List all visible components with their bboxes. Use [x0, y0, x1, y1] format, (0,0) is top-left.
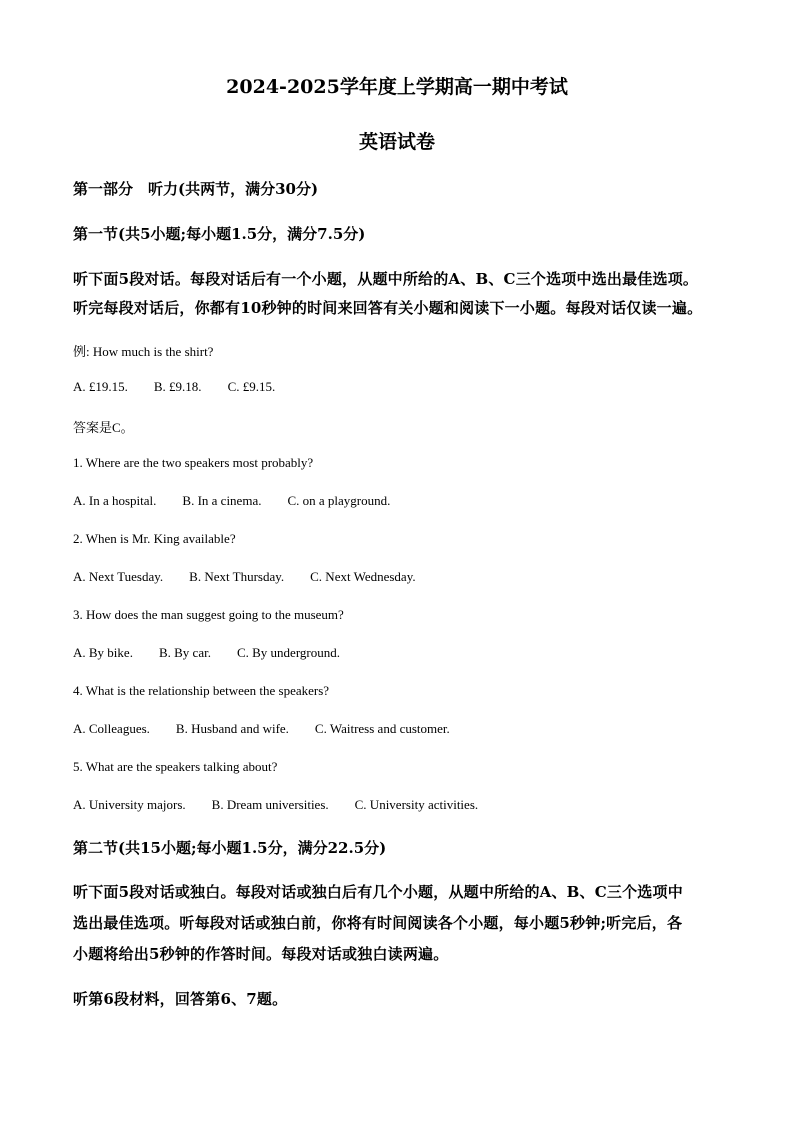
part1-heading: 第一部分 听力(共两节，满分30分): [73, 180, 319, 198]
question-4-options: [73, 721, 450, 737]
example-options: [73, 379, 275, 395]
question-4: 4. What is the relationship between the speakers?: [73, 683, 330, 698]
question-1: 1. Where are the two speakers most probably?: [73, 455, 314, 470]
option-b: B. £9.18.: [153, 379, 202, 394]
option-c: C. Next Wednesday.: [310, 569, 416, 584]
section1-instruction-line: 听完每段对话后，你都有10秒钟的时间来回答有关小题和阅读下一小题。每段对话仅读一遍。: [73, 299, 703, 317]
option-c: C. Waitress and customer.: [314, 721, 450, 736]
question-2-options: [73, 569, 416, 585]
section1-instruction-line: 听下面5段对话。每段对话后有一个小题，从题中所给的A、B、C三个选项中选出最佳选项。: [73, 270, 699, 288]
option-a: A. £19.15.: [73, 379, 128, 394]
section2-instruction-line: 选出最佳选项。听每段对话或独白前，你将有时间阅读各个小题，每小题5秒钟;听完后，各: [73, 914, 683, 932]
option-a: A. In a hospital.: [73, 493, 157, 508]
option-a: A. By bike.: [73, 645, 133, 660]
section2-instruction-line: 小题将给出5秒钟的作答时间。每段对话或独白读两遍。: [73, 945, 449, 963]
question-1-options: [73, 493, 390, 509]
material-6-heading: 听第6段材料，回答第6、7题。: [73, 990, 288, 1008]
option-b: B. Dream universities.: [211, 797, 329, 812]
section2-instruction-line: 听下面5段对话或独白。每段对话或独白后有几个小题，从题中所给的A、B、C三个选项中: [73, 883, 683, 901]
option-a: A. University majors.: [73, 797, 186, 812]
question-3: 3. How does the man suggest going to the museum?: [73, 607, 344, 622]
example-question: 例: How much is the shirt?: [73, 344, 214, 359]
question-5-options: [73, 797, 478, 813]
option-a: A. Next Tuesday.: [73, 569, 164, 584]
exam-title: 2024-2025学年度上学期高一期中考试: [226, 76, 568, 98]
option-a: A. Colleagues.: [73, 721, 150, 736]
option-b: B. By car.: [158, 645, 211, 660]
question-2: 2. When is Mr. King available?: [73, 531, 236, 546]
option-b: B. Next Thursday.: [189, 569, 285, 584]
question-3-options: [73, 645, 340, 661]
option-b: B. Husband and wife.: [175, 721, 289, 736]
option-c: C. University activities.: [354, 797, 479, 812]
option-b: B. In a cinema.: [182, 493, 262, 508]
section1-heading: 第一节(共5小题;每小题1.5分，满分7.5分): [73, 225, 366, 243]
exam-subtitle: 英语试卷: [358, 131, 435, 153]
option-c: C. on a playground.: [287, 493, 391, 508]
option-c: C. By underground.: [236, 645, 340, 660]
option-c: C. £9.15.: [227, 379, 276, 394]
section2-heading: 第二节(共15小题;每小题1.5分，满分22.5分): [73, 839, 387, 857]
example-answer: 答案是C。: [73, 420, 134, 435]
question-5: 5. What are the speakers talking about?: [73, 759, 278, 774]
